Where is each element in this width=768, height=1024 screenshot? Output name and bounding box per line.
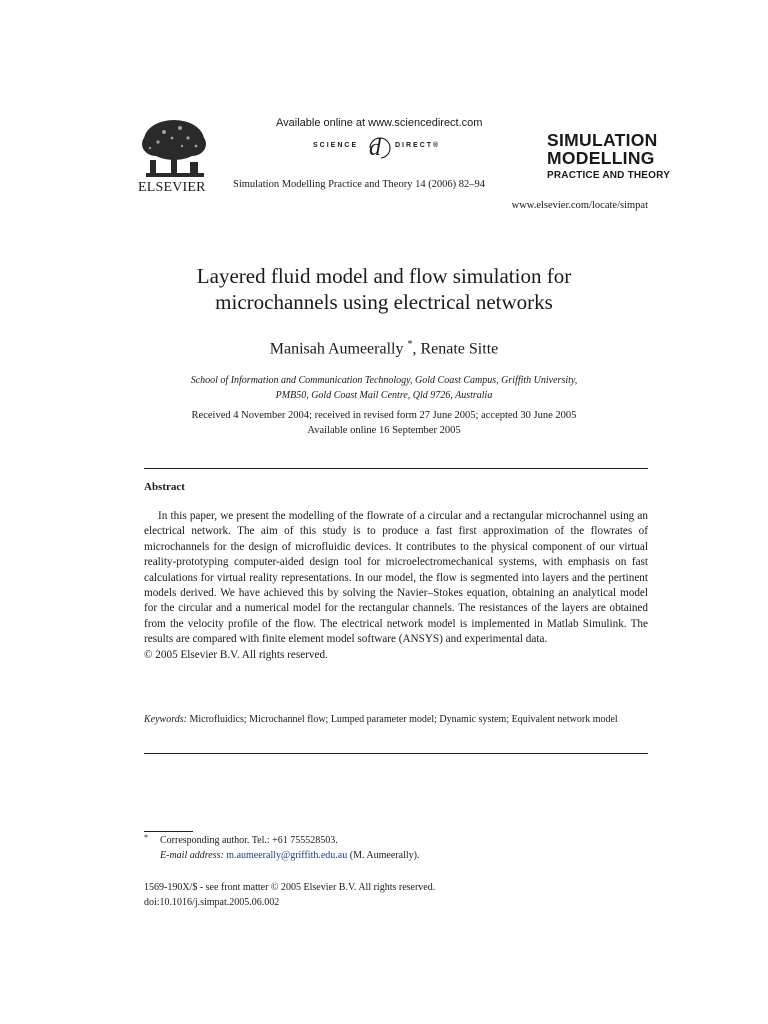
affiliation-line-2: PMB50, Gold Coast Mail Centre, Qld 9726, Australia: [275, 390, 493, 401]
article-title: [0, 263, 768, 315]
footnote-rule: [144, 831, 193, 832]
issn-doi-block: [144, 880, 435, 910]
author-1[interactable]: Manisah Aumeerally: [269, 340, 404, 358]
email-link[interactable]: m.aumeerally@griffith.edu.au: [226, 850, 348, 861]
affiliation: [0, 373, 768, 403]
sciencedirect-at-icon: [367, 135, 393, 161]
journal-logo-line2: MODELLING: [547, 148, 655, 168]
abstract-heading: Abstract: [144, 481, 185, 493]
email-label: E-mail address:: [160, 850, 224, 861]
keywords-text: Microfluidics; Microchannel flow; Lumped parameter model; Dynamic system; Equivalent network model: [189, 714, 618, 725]
author-2: , Renate Sitte: [412, 340, 499, 358]
sciencedirect-logo: [313, 135, 443, 161]
publisher-name: ELSEVIER: [138, 180, 206, 195]
available-date: Available online 16 September 2005: [307, 425, 461, 436]
available-online-text: Available online at www.sciencedirect.com: [276, 117, 483, 129]
doi-line[interactable]: doi:10.1016/j.simpat.2005.06.002: [144, 897, 280, 908]
sciencedirect-logo-left: SCIENCE: [313, 142, 359, 149]
affiliation-line-1: School of Information and Communication Technology, Gold Coast Campus, Griffith University,: [190, 375, 578, 386]
journal-citation: Simulation Modelling Practice and Theory 14 (2006) 82–94: [233, 179, 486, 190]
keywords: [144, 712, 648, 727]
top-divider: [144, 468, 648, 469]
received-dates: Received 4 November 2004; received in revised form 27 June 2005; accepted 30 June 2005: [191, 410, 577, 421]
corresponding-author-note: Corresponding author. Tel.: +61 755528503.: [160, 835, 338, 846]
journal-logo: [547, 131, 670, 185]
abstract-body: [144, 509, 648, 663]
footnote: [144, 833, 419, 863]
title-line-1: Layered fluid model and flow simulation for: [196, 264, 572, 288]
email-suffix: (M. Aumeerally).: [349, 850, 420, 861]
journal-url[interactable]: www.elsevier.com/locate/simpat: [511, 200, 648, 211]
corresponding-mark[interactable]: *: [407, 339, 413, 350]
issn-line: 1569-190X/$ - see front matter © 2005 Elsevier B.V. All rights reserved.: [144, 882, 436, 893]
abstract-copyright: © 2005 Elsevier B.V. All rights reserved.: [144, 648, 328, 661]
footnote-mark: *: [144, 833, 148, 842]
abstract-text: In this paper, we present the modelling of the flowrate of a circular and a rectangular microchannel using an electrical network. The aim of this study is to produce a fast first approximation of the flowrates of microchannels for the design of microfluidic devices. It contributes to the physical component of our virtual reality-prototyping computer-aided design tool for microelectromechanical systems, with emphasis on fast calculations for virtual reality representations. In our model, the flow is segmented into layers and the pertinent models derived. We have achieved this by solving the Navier–Stokes equation, obtaining an analytical model for the circular and a numerical model for the rectangular channels. The resistances of the layers are obtained from the velocity profile of the flow. The electrical network model is implemented in Matlab Simulink. The results are compared with finite element model software (ANSYS) and experimental data.: [144, 510, 648, 646]
journal-logo-line3: PRACTICE AND THEORY: [547, 170, 671, 181]
svg-text:d: d: [369, 135, 381, 161]
title-line-2: microchannels using electrical networks: [215, 290, 553, 314]
sciencedirect-logo-right: DIRECT®: [395, 142, 441, 149]
author-list: [0, 339, 768, 358]
article-dates: [0, 408, 768, 438]
journal-logo-line1: SIMULATION: [547, 130, 658, 150]
keywords-label: Keywords:: [144, 714, 187, 725]
bottom-divider: [144, 753, 648, 754]
